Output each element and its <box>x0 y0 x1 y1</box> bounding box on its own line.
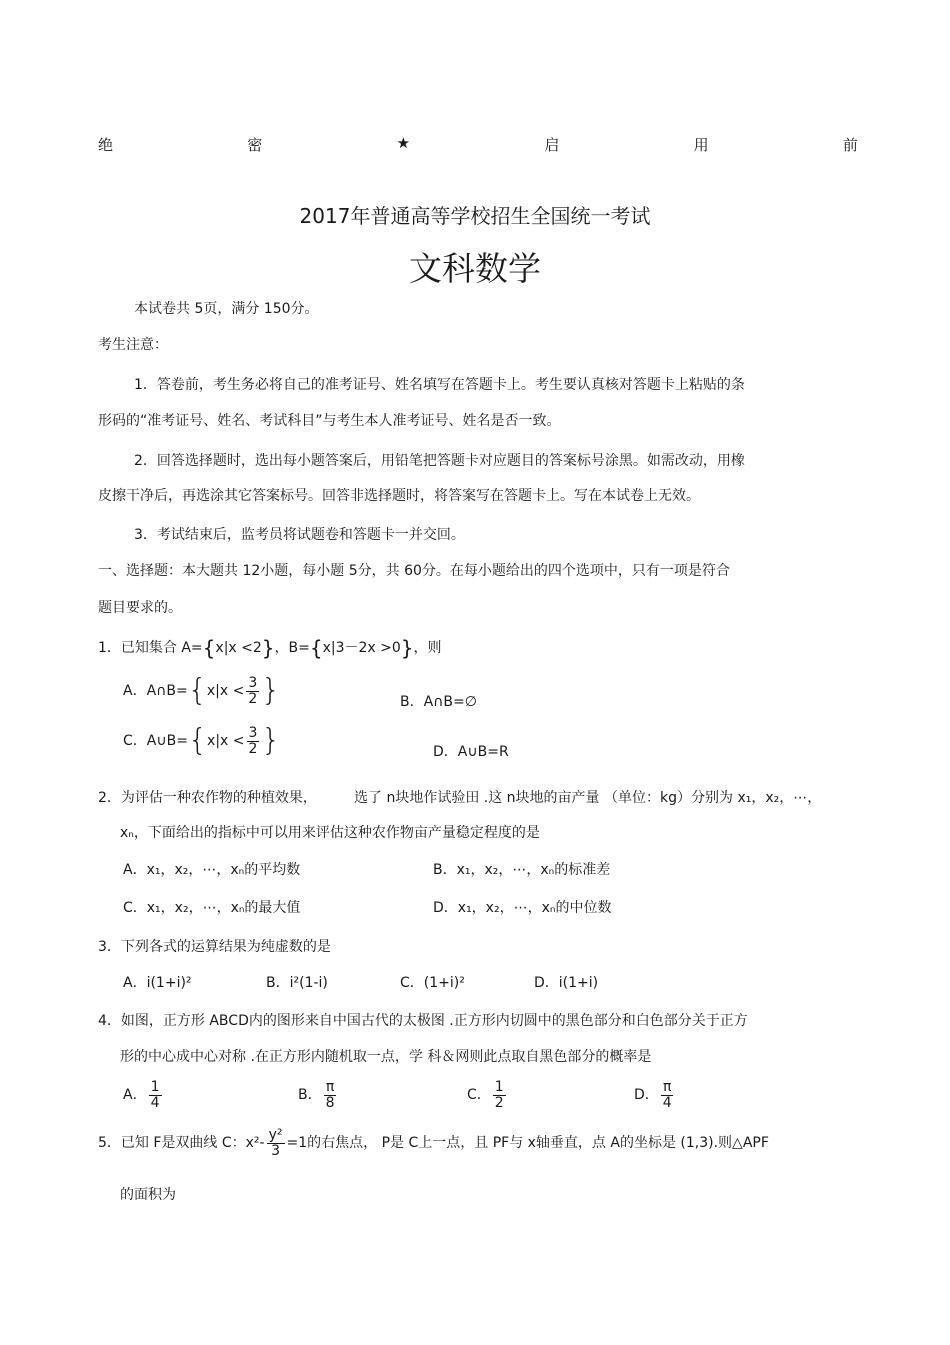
q2-line-2: xₙ，下面给出的指标中可以用来评估这种农作物亩产量稳定程度的是 <box>120 825 540 841</box>
q5-prefix: 5．已知 F是双曲线 C：x²- <box>98 1135 265 1152</box>
q5-line-2: 的面积为 <box>120 1187 176 1203</box>
fraction <box>324 1080 337 1110</box>
q3-stem: 3．下列各式的运算结果为纯虚数的是 <box>98 939 331 955</box>
q2-line-1b: 选了 n块地作试验田 .这 n块地的亩产量 （单位：kg）分别为 x₁，x₂，⋯， <box>354 790 822 806</box>
numerator: y² <box>268 1127 283 1143</box>
q1-a-set: x|x < <box>206 683 245 700</box>
denominator: 2 <box>248 740 258 757</box>
q4-option-d <box>634 1080 676 1110</box>
numerator: 1 <box>494 1079 504 1095</box>
fraction <box>246 676 259 706</box>
q1-option-b: B．A∩B=∅ <box>400 694 477 710</box>
q1-suffix: ，则 <box>413 640 442 656</box>
fraction <box>149 1080 162 1110</box>
q4-d-label: D． <box>634 1087 659 1104</box>
secret-char: 绝 <box>98 136 114 154</box>
q3-option-a: A．i(1+i)² <box>123 975 192 991</box>
q4-option-b <box>298 1080 339 1110</box>
left-brace: { <box>187 723 208 759</box>
question-1-stem <box>98 636 442 660</box>
note-2-line-2: 皮擦干净后，再选涂其它答案标号。回答非选择题时，将答案写在答题卡上。写在本试卷上无效。 <box>98 488 700 504</box>
note-1-line-1: 1．答卷前，考生务必将自己的准考证号、姓名填写在答题卡上。考生要认真核对答题卡上粘贴的条 <box>134 377 745 393</box>
q2-option-d: D．x₁，x₂，⋯，xₙ的中位数 <box>433 900 612 916</box>
q5-line-1 <box>98 1128 769 1158</box>
left-brace: { <box>187 673 207 709</box>
q1-prefix: 1．已知集合 A= <box>98 640 203 656</box>
fraction <box>247 726 260 756</box>
q4-line-1: 4．如图，正方形 ABCD内的图形来自中国古代的太极图 .正方形内切圆中的黑色部分和白色部分关于正方 <box>98 1013 748 1029</box>
numerator: 3 <box>248 675 258 691</box>
q1-set-a: x|x <2 <box>215 640 262 656</box>
denominator: 8 <box>325 1094 335 1111</box>
q4-option-a <box>123 1080 164 1110</box>
numerator: 3 <box>248 725 258 741</box>
q3-option-c: C．(1+i)² <box>400 975 465 991</box>
numerator: π <box>325 1079 335 1095</box>
note-2-line-1: 2．回答选择题时，选出每小题答案后，用铅笔把答题卡对应题目的答案标号涂黑。如需改动，用橡 <box>134 453 745 469</box>
q3-option-b: B．i²(1-i) <box>266 975 328 991</box>
note-3: 3．考试结束后，监考员将试题卷和答题卡一并交回。 <box>134 527 465 543</box>
denominator: 4 <box>150 1094 160 1111</box>
q1-option-a <box>123 673 281 709</box>
q4-line-2: 形的中心成中心对称 .在正方形内随机取一点，学 科＆网则此点取自黑色部分的概率是 <box>120 1049 652 1065</box>
right-brace: } <box>261 723 281 759</box>
q1-mid: ，B= <box>274 640 310 656</box>
right-brace: } <box>261 636 275 660</box>
q2-option-c: C．x₁，x₂，⋯，xₙ的最大值 <box>123 900 301 916</box>
secret-char: 密 <box>247 136 263 154</box>
secret-char: 启 <box>544 136 560 154</box>
note-1-line-2: 形码的“准考证号、姓名、考试科目”与考生本人准考证号、姓名是否一致。 <box>98 413 561 429</box>
exam-title: 2017年普通高等学校招生全国统一考试 <box>299 204 651 228</box>
q3-option-d: D．i(1+i) <box>534 975 599 991</box>
section-1-line-2: 题目要求的。 <box>98 600 182 616</box>
q2-option-b: B．x₁，x₂，⋯，xₙ的标准差 <box>433 862 611 878</box>
denominator: 4 <box>662 1094 672 1111</box>
section-1-line-1: 一、选择题：本大题共 12小题，每小题 5分，共 60分。在每小题给出的四个选项中，只有一项是符合 <box>98 563 730 579</box>
denominator: 3 <box>271 1142 280 1159</box>
right-brace: } <box>261 673 281 709</box>
q1-a-label: A．A∩B= <box>123 683 188 700</box>
star-icon: ★ <box>396 134 411 152</box>
secret-char: 前 <box>842 136 858 154</box>
q4-a-label: A． <box>123 1087 147 1104</box>
q2-option-a: A．x₁，x₂，⋯，xₙ的平均数 <box>123 862 301 878</box>
fraction <box>661 1080 674 1110</box>
fraction <box>493 1080 506 1110</box>
notice-title: 考生注意： <box>98 337 168 353</box>
numerator: 1 <box>150 1079 160 1095</box>
subject-title: 文科数学 <box>409 249 541 288</box>
q4-b-label: B． <box>298 1087 322 1104</box>
q5-suffix: =1的右焦点， P是 C上一点，且 PF与 x轴垂直，点 A的坐标是 (1,3).则△APF <box>286 1135 769 1152</box>
q1-c-set: x|x < <box>207 733 245 750</box>
denominator: 2 <box>248 690 258 707</box>
left-brace: { <box>202 636 216 660</box>
exam-summary: 本试卷共 5页，满分 150分。 <box>134 301 319 317</box>
q1-option-c <box>123 723 281 759</box>
left-brace: { <box>309 636 323 660</box>
right-brace: } <box>400 636 414 660</box>
fraction <box>267 1128 285 1158</box>
q1-set-b: x|3－2x >0 <box>322 640 401 656</box>
q4-c-label: C． <box>467 1087 491 1104</box>
q2-line-1a: 2．为评估一种农作物的种植效果， <box>98 790 317 806</box>
denominator: 2 <box>494 1094 504 1111</box>
q4-option-c <box>467 1080 508 1110</box>
secret-char: 用 <box>693 136 709 154</box>
q1-c-label: C．A∪B= <box>123 733 188 750</box>
numerator: π <box>663 1079 672 1095</box>
q1-option-d: D．A∪B=R <box>433 744 509 760</box>
confidential-banner <box>98 134 858 155</box>
